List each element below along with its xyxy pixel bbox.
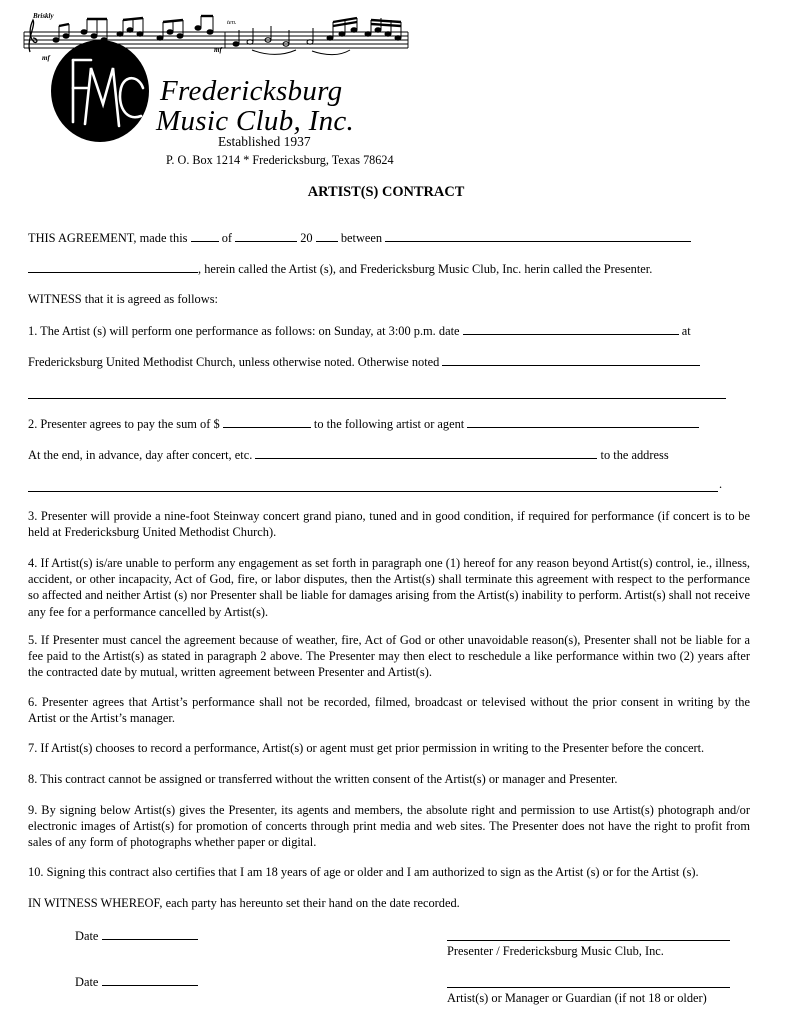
artist-presenter-definition: , herein called the Artist (s), and Fredericksburg Music Club, Inc. herin called the Presenter. — [198, 262, 653, 276]
artist-name-blank[interactable] — [28, 260, 198, 273]
year-prefix-text: 20 — [300, 231, 313, 245]
witness-intro: WITNESS that it is agreed as follows: — [28, 292, 218, 306]
agreement-made-this-text: THIS AGREEMENT, made this — [28, 231, 188, 245]
clause-6: 6. Presenter agrees that Artist’s performance shall not be recorded, filmed, broadcast or televised without the prior consent in writing by the Artist or the Artist’s manager. — [28, 695, 750, 726]
presenter-signature-label: Presenter / Fredericksburg Music Club, Inc. — [447, 944, 664, 958]
date-blank-2[interactable] — [102, 973, 198, 986]
date-row-1 — [75, 927, 198, 944]
dynamic-mark-1: mf — [42, 54, 50, 62]
artist-signature-label: Artist(s) or Manager or Guardian (if not 18 or older) — [447, 991, 707, 1005]
payee-address-blank[interactable] — [28, 491, 718, 492]
tenuto-mark: ten. — [227, 19, 237, 26]
day-blank[interactable] — [191, 229, 219, 242]
at-text: at — [681, 324, 691, 338]
dynamic-mark-2: mf — [214, 46, 222, 54]
venue-text: Fredericksburg United Methodist Church, unless otherwise noted. Otherwise noted — [28, 355, 440, 369]
date-label-1: Date — [75, 929, 99, 943]
clause-1-text: 1. The Artist (s) will perform one performance as follows: on Sunday, at 3:00 p.m. date — [28, 324, 460, 338]
payee-text: to the following artist or agent — [313, 417, 465, 431]
payment-timing-blank[interactable] — [255, 446, 597, 459]
fmc-logo — [51, 40, 149, 142]
to-address-text: to the address — [600, 448, 669, 462]
otherwise-noted-blank[interactable] — [442, 353, 700, 366]
year-blank[interactable] — [316, 229, 338, 242]
artist-signature-line[interactable] — [447, 987, 730, 988]
payment-timing-text: At the end, in advance, day after concert, etc. — [28, 448, 253, 462]
clause-9: 9. By signing below Artist(s) gives the Presenter, its agents and members, the absolute right and permission to use Artist(s) photograph and/or electronic images of Artist(s) for promotion of concerts through print media and web sites. The Presenter does not have the right to profit from sales of any form of photographs whether paper or digital. — [28, 803, 750, 850]
clause-10: 10. Signing this contract also certifies that I am 18 years of age or older and I am authorized to sign as the Artist (s) or for the Artist (s). — [28, 865, 699, 879]
date-blank-1[interactable] — [102, 927, 198, 940]
agreement-line-1 — [28, 229, 691, 246]
established-date: Established 1937 — [218, 134, 311, 149]
witness-whereof: IN WITNESS WHEREOF, each party has hereunto set their hand on the date recorded. — [28, 896, 460, 910]
document-title: ARTIST(S) CONTRACT — [307, 184, 465, 200]
date-label-2: Date — [75, 975, 99, 989]
otherwise-noted-continuation-blank[interactable] — [28, 398, 726, 399]
payee-name-blank[interactable] — [467, 415, 699, 428]
presenter-signature-line[interactable] — [447, 940, 730, 941]
performance-date-blank[interactable] — [463, 322, 679, 335]
mailing-address: P. O. Box 1214 * Fredericksburg, Texas 78624 — [166, 153, 394, 167]
month-blank[interactable] — [235, 229, 297, 242]
clause-2-text: 2. Presenter agrees to pay the sum of $ — [28, 417, 220, 431]
tempo-marking: Briskly — [33, 12, 54, 20]
agreement-line-2 — [28, 260, 652, 277]
clause-5: 5. If Presenter must cancel the agreement because of weather, fire, Act of God or other unavoidable reason(s), Presenter shall not be liable for a fee paid to the Artist(s) as stated in paragraph 2 above. The Presenter may then elect to reschedule a like performance within two (2) years after the contracted date by mutual, written agreement between Presenter and Artist(s). — [28, 633, 750, 680]
of-text: of — [221, 231, 233, 245]
between-text: between — [340, 231, 383, 245]
clause-1-line-1 — [28, 322, 691, 339]
clause-2-line-1 — [28, 415, 699, 432]
org-name — [156, 75, 355, 137]
org-name-line2: Music Club, Inc. — [156, 105, 355, 137]
clause-4: 4. If Artist(s) is/are unable to perform any engagement as set forth in paragraph one (1) hereof for any reason beyond Artist(s) control, ie., illness, accident, or other incapacity, Act of God, fire, or labor disputes, then the Artist(s) shall terminate this agreement with respect to the performance so affected and neither Artist (s) nor Presenter shall be liable for damages arising from the Artist(s) inability to perform. Artist(s) shall not receive any fee for a performance cancelled by Artist(s). — [28, 556, 750, 619]
date-row-2 — [75, 973, 198, 990]
fmc-monogram-graphic — [51, 40, 149, 142]
party-name-blank[interactable] — [385, 229, 691, 242]
clause-2-line-2 — [28, 446, 669, 463]
clause-7: 7. If Artist(s) chooses to record a performance, Artist(s) or agent must get prior permission in writing to the Presenter before the concert. — [28, 741, 705, 755]
fee-amount-blank[interactable] — [223, 415, 311, 428]
clause-1-line-2 — [28, 353, 700, 370]
address-period: . — [719, 477, 723, 491]
clause-8: 8. This contract cannot be assigned or transferred without the written consent of the Artist(s) or manager and Presenter. — [28, 772, 618, 786]
clause-3: 3. Presenter will provide a nine-foot Steinway concert grand piano, tuned and in good condition, if required for performance (if concert is to be held at Fredericksburg United Methodist Church). — [28, 509, 750, 540]
org-name-line1: Fredericksburg — [160, 75, 343, 107]
